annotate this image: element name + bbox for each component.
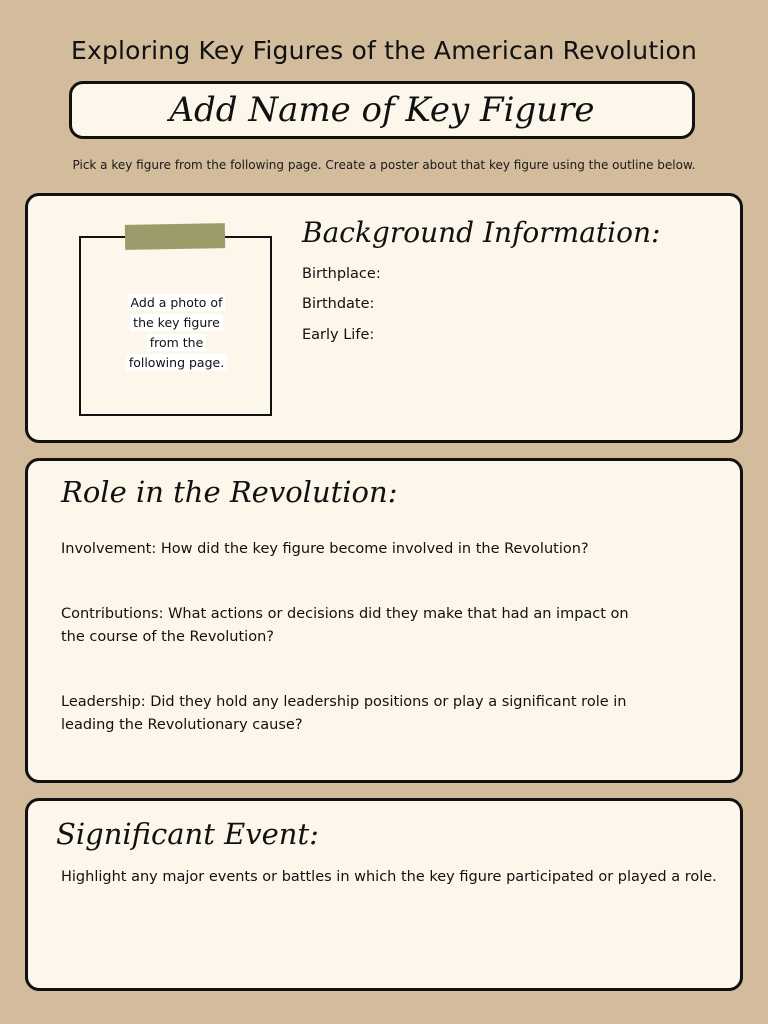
role-in-revolution-card <box>25 458 743 783</box>
leadership-prompt <box>61 691 721 737</box>
page-title: Exploring Key Figures of the American Revolution <box>70 36 698 65</box>
photo-caption-line: Add a photo of <box>128 294 226 311</box>
significant-event-heading: Significant Event: <box>56 817 319 851</box>
significant-event-card <box>25 798 743 991</box>
leadership-line: Leadership: Did they hold any leadership positions or play a significant role in <box>61 694 627 710</box>
significant-event-prompt: Highlight any major events or battles in which the key figure participated or played a role. <box>61 869 717 885</box>
photo-placeholder-frame[interactable] <box>79 236 272 416</box>
contributions-line: the course of the Revolution? <box>61 629 274 645</box>
key-figure-name-placeholder: Add Name of Key Figure <box>169 90 595 130</box>
photo-caption-line: the key figure <box>130 314 223 331</box>
photo-caption-line: following page. <box>126 354 227 371</box>
birthdate-field[interactable]: Birthdate: <box>302 296 375 312</box>
background-information-heading: Background Information: <box>302 216 661 249</box>
early-life-field[interactable]: Early Life: <box>302 327 375 343</box>
photo-caption <box>125 293 228 373</box>
involvement-prompt: Involvement: How did the key figure become involved in the Revolution? <box>61 541 589 557</box>
photo-caption-line: from the <box>147 334 207 351</box>
role-in-revolution-heading: Role in the Revolution: <box>61 475 398 509</box>
contributions-prompt <box>61 603 721 649</box>
key-figure-name-box[interactable] <box>69 81 695 139</box>
background-information-card <box>25 193 743 443</box>
leadership-line: leading the Revolutionary cause? <box>61 717 303 733</box>
birthplace-field[interactable]: Birthplace: <box>302 266 381 282</box>
tape-decoration <box>125 223 225 250</box>
contributions-line: Contributions: What actions or decisions did they make that had an impact on <box>61 606 629 622</box>
instructions-text: Pick a key figure from the following page. Create a poster about that key figure using the outline below. <box>72 158 696 172</box>
